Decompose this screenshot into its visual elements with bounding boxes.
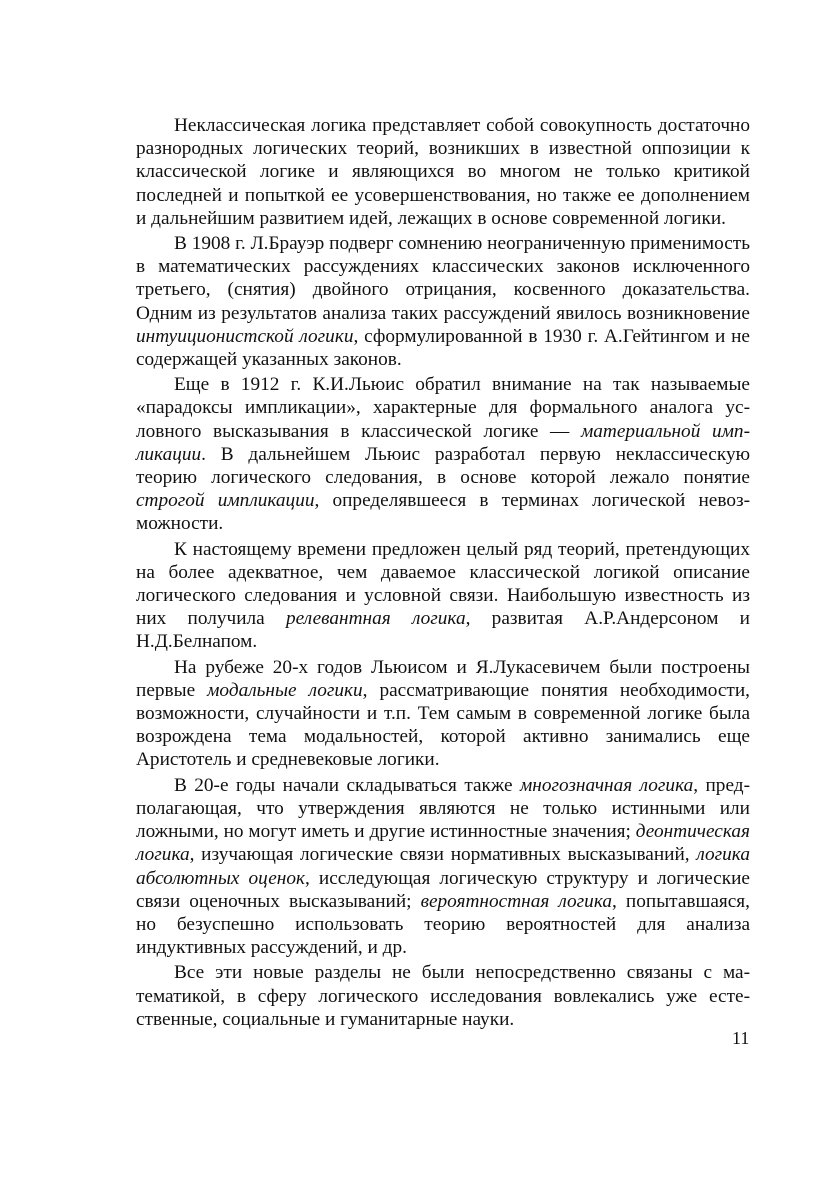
italic-term: логика абсолютных оценок — [136, 844, 750, 889]
text-run: На рубеже 20-х годов Льюисом и Я.Лукасевичем были построены первые — [136, 656, 750, 701]
text-run: Еще в 1912 г. К.И.Льюис обратил внимание на так называемые «парадоксы импликации», характерные для формального аналога условного высказывания в классической логике — — [136, 374, 750, 442]
italic-term: интуиционистской логики — [136, 325, 354, 347]
italic-term: релевантная логика — [285, 608, 466, 630]
paragraph — [136, 774, 750, 960]
text-run: , рассматривающие понятия необходимости, возможности, случайности и т.п. Тем самым в современной логике была возрождена тема модальностей, которой активно занимались еще Аристотель и средневековые логики. — [136, 679, 750, 771]
paragraph — [136, 232, 750, 371]
text-run: В 1908 г. Л.Брауэр подверг сомнению неограниченную применимость в математических рассуждениях классических законов исключенного третьего, (снятия) двойного отрицания, косвенного доказательства. Одним из результатов анализа таких рассуждений явилось возникновение — [136, 233, 750, 324]
text-run: К настоящему времени предложен целый ряд теорий, претендующих на более адекватное, чем даваемое классической логикой описание логического следования и условной связи. Наибольшую известность из них получила — [136, 538, 750, 630]
text-run: . В дальнейшем Льюис разработал первую неклассическую теорию логического следования, в основе которой лежало понятие — [136, 443, 750, 489]
text-run: , изучающая логические связи нормативных высказываний, — [189, 844, 697, 866]
paragraph — [136, 538, 750, 654]
paragraph — [136, 656, 750, 772]
text-run: , определявшееся в терминах логической невозможности. — [136, 490, 751, 535]
page-body — [136, 114, 750, 1033]
text-run: , предполагающая, что утверждения являются не только истинными или ложными, но могут иметь и другие истинностные значения; — [136, 774, 750, 843]
paragraph — [136, 373, 750, 535]
paragraph — [136, 961, 750, 1031]
italic-term: строгой импликации — [136, 490, 315, 512]
italic-term: многозначная логика — [519, 774, 694, 796]
paragraph — [136, 114, 750, 230]
italic-term: вероятностная логика — [420, 890, 613, 912]
text-run: Все эти новые разделы не были непосредственно связаны с математикой, в сферу логического исследования вовлекались уже естественные, социальные и гуманитарные науки. — [136, 962, 750, 1030]
text-run: , сформулированной в 1930 г. А.Гейтингом и не содержащей указанных законов. — [136, 325, 750, 371]
text-run: , развитая А.Р.Андерсоном и Н.Д.Белнапом. — [136, 608, 750, 653]
italic-term: материальной импликации — [136, 420, 750, 465]
text-run: , попытавшаяся, но безуспешно использовать теорию вероятностей для анализа индуктивных рассуждений, и др. — [136, 890, 750, 959]
text-run: В 20-е годы начали складываться также — [174, 774, 520, 796]
text-run: Неклассическая логика представляет собой совокупность достаточно разнородных логических теорий, возникших в известной оппозиции к классической логике и являющихся во многом не только критикой последней и попыткой ее усовершенствования, но также ее дополнением и дальнейшим развитием идей, лежащих в основе современной логики. — [136, 115, 750, 229]
text-run: , исследующая логическую структуру и логические связи оценочных высказываний; — [136, 867, 750, 912]
italic-term: деонтическая логика — [136, 821, 750, 866]
italic-term: модальные логики — [207, 679, 363, 701]
page-number: 11 — [732, 1028, 750, 1048]
